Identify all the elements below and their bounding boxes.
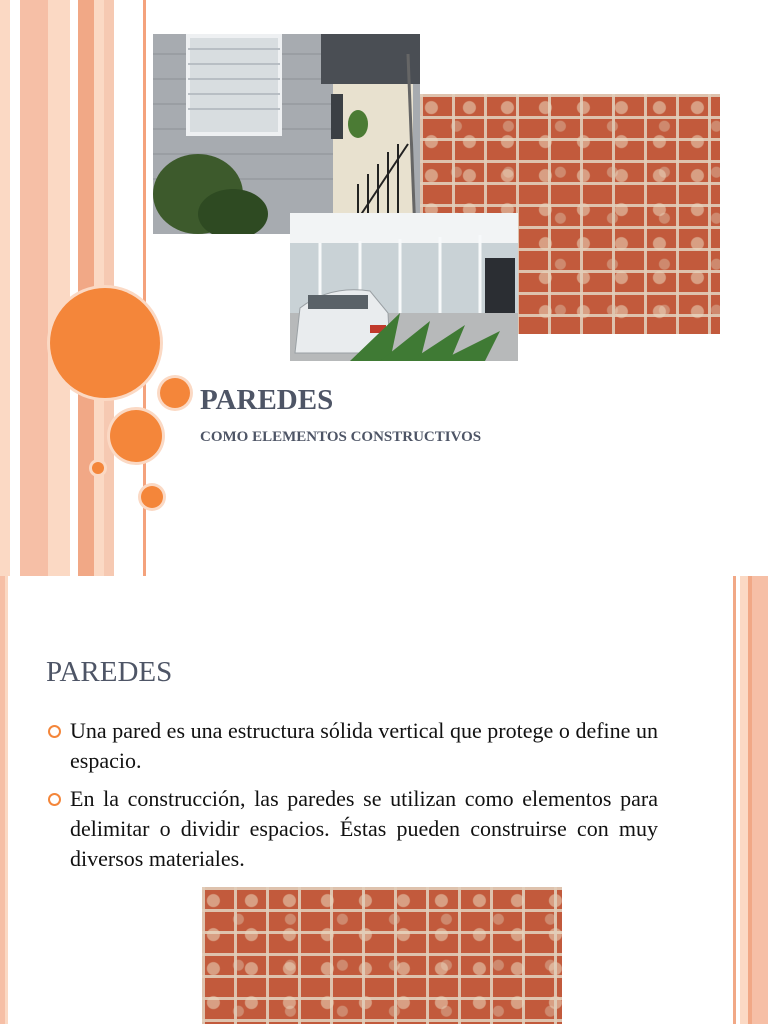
bullet-list	[46, 716, 658, 882]
decor-band	[740, 576, 748, 1024]
decor-band	[10, 0, 20, 576]
decor-circle	[141, 486, 163, 508]
brick-wall-photo	[202, 887, 562, 1024]
decor-band	[20, 0, 48, 576]
bullet-circle-icon	[48, 793, 61, 806]
decor-band	[70, 0, 78, 576]
house-facade-illustration	[153, 34, 420, 234]
bullet-text: En la construcción, las paredes se utilizan como elementos para delimitar o dividir espacios. Éstas pueden construirse con muy diversos materiales.	[70, 786, 658, 871]
bullet-item	[46, 784, 658, 874]
decor-circle	[92, 462, 104, 474]
decor-band	[0, 0, 10, 576]
decor-band	[752, 576, 768, 1024]
decor-band	[78, 0, 94, 576]
house-facade-photo	[153, 34, 420, 234]
bullet-text: Una pared es una estructura sólida vertical que protege o define un espacio.	[70, 718, 658, 773]
title-slide-subtitle: COMO ELEMENTOS CONSTRUCTIVOS	[200, 429, 482, 445]
decor-circle	[110, 410, 162, 462]
glass-office-illustration	[290, 213, 518, 361]
decor-band	[48, 0, 70, 576]
glass-office-photo	[290, 213, 518, 361]
content-slide-heading: PAREDES	[46, 656, 173, 688]
decor-circle-large	[50, 288, 160, 398]
bullet-circle-icon	[48, 725, 61, 738]
decor-band	[5, 576, 8, 1024]
decor-band	[733, 576, 736, 1024]
decor-circle	[160, 378, 190, 408]
slide-2	[0, 576, 768, 1024]
title-slide-heading: PAREDES	[200, 384, 334, 416]
bullet-item	[46, 716, 658, 776]
